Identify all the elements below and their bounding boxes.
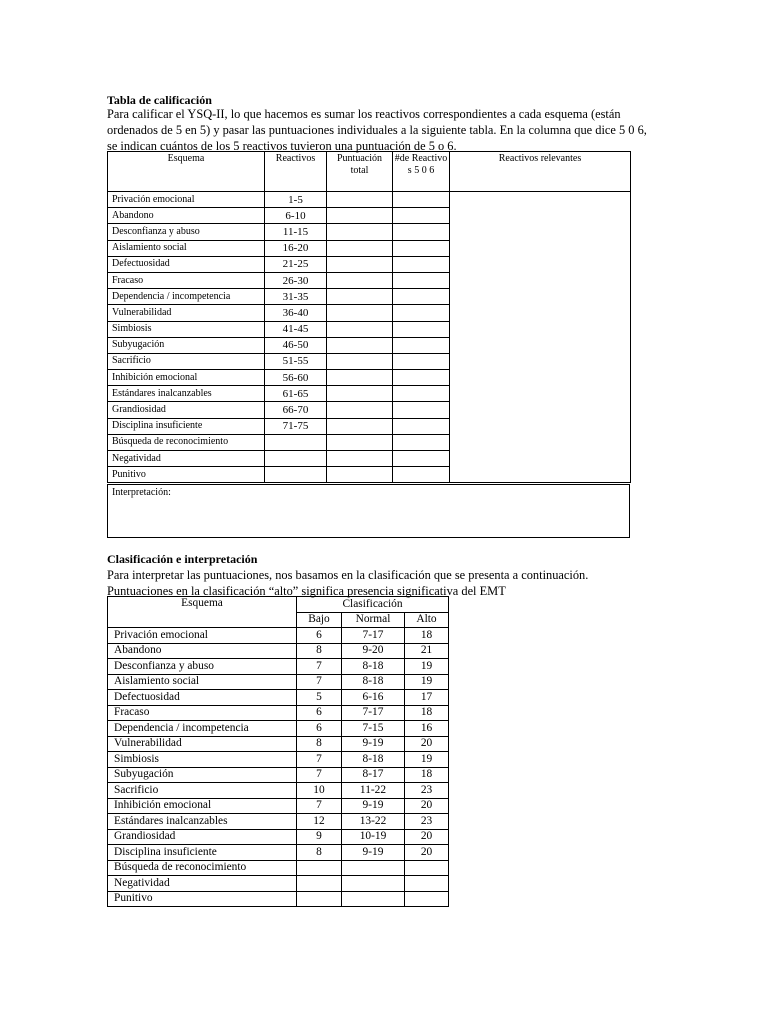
num-reactivos-input[interactable]: [393, 451, 450, 467]
classification-header-row-1: [108, 597, 449, 613]
num-reactivos-input[interactable]: [393, 289, 450, 305]
normal-cell: 9-19: [342, 736, 405, 752]
num-reactivos-input[interactable]: [393, 370, 450, 386]
esquema-cell: Dependencia / incompetencia: [108, 721, 297, 737]
esquema-cell: Vulnerabilidad: [108, 305, 265, 321]
bajo-cell: 9: [297, 829, 342, 845]
puntuacion-total-input[interactable]: [327, 337, 393, 353]
puntuacion-total-input[interactable]: [327, 386, 393, 402]
alto-cell: 16: [405, 721, 449, 737]
reactivos-cell: 11-15: [265, 224, 327, 240]
puntuacion-total-input[interactable]: [327, 305, 393, 321]
reactivos-cell: 61-65: [265, 386, 327, 402]
puntuacion-total-input[interactable]: [327, 418, 393, 434]
bajo-cell: 7: [297, 752, 342, 768]
bajo-cell: 7: [297, 674, 342, 690]
puntuacion-total-input[interactable]: [327, 321, 393, 337]
esquema-cell: Estándares inalcanzables: [108, 386, 265, 402]
alto-cell: 19: [405, 674, 449, 690]
bajo-cell: [297, 891, 342, 907]
table-row: [108, 845, 449, 861]
esquema-cell: Vulnerabilidad: [108, 736, 297, 752]
alto-cell: [405, 860, 449, 876]
num-reactivos-input[interactable]: [393, 321, 450, 337]
normal-cell: 8-18: [342, 674, 405, 690]
esquema-cell: Abandono: [108, 208, 265, 224]
puntuacion-total-input[interactable]: [327, 208, 393, 224]
esquema-cell: Búsqueda de reconocimiento: [108, 434, 265, 450]
esquema-cell: Desconfianza y abuso: [108, 224, 265, 240]
bajo-cell: 5: [297, 690, 342, 706]
reactivos-cell: 31-35: [265, 289, 327, 305]
reactivos-cell: 1-5: [265, 192, 327, 208]
esquema-cell: Aislamiento social: [108, 240, 265, 256]
esquema-cell: Fracaso: [108, 705, 297, 721]
reactivos-cell: 71-75: [265, 418, 327, 434]
reactivos-cell: 21-25: [265, 256, 327, 272]
esquema-cell: Desconfianza y abuso: [108, 659, 297, 675]
table-row: [108, 783, 449, 799]
table-row: [108, 891, 449, 907]
alto-cell: 18: [405, 705, 449, 721]
esquema-cell: Búsqueda de reconocimiento: [108, 860, 297, 876]
normal-cell: 6-16: [342, 690, 405, 706]
table-row: [108, 876, 449, 892]
table-row: [108, 736, 449, 752]
num-reactivos-input[interactable]: [393, 353, 450, 369]
esquema-cell: Privación emocional: [108, 192, 265, 208]
esquema-cell: Fracaso: [108, 272, 265, 288]
table-row: [108, 643, 449, 659]
num-reactivos-input[interactable]: [393, 192, 450, 208]
esquema-cell: Dependencia / incompetencia: [108, 289, 265, 305]
esquema-cell: Disciplina insuficiente: [108, 845, 297, 861]
normal-cell: 7-17: [342, 705, 405, 721]
puntuacion-total-input[interactable]: [327, 289, 393, 305]
esquema-cell: Estándares inalcanzables: [108, 814, 297, 830]
bajo-cell: [297, 876, 342, 892]
header-num-reactivos: #de Reactivo s 5 0 6: [393, 152, 450, 192]
section1-intro: [107, 106, 667, 154]
normal-cell: [342, 876, 405, 892]
esquema-cell: Subyugación: [108, 337, 265, 353]
table-row: [108, 674, 449, 690]
bajo-cell: [297, 860, 342, 876]
esquema-cell: Inhibición emocional: [108, 370, 265, 386]
puntuacion-total-input[interactable]: [327, 240, 393, 256]
esquema-cell: Negatividad: [108, 876, 297, 892]
normal-cell: 13-22: [342, 814, 405, 830]
puntuacion-total-input[interactable]: [327, 370, 393, 386]
esquema-cell: Disciplina insuficiente: [108, 418, 265, 434]
table-row: [108, 192, 631, 208]
reactivos-cell: 56-60: [265, 370, 327, 386]
reactivos-cell: 36-40: [265, 305, 327, 321]
alto-cell: 19: [405, 659, 449, 675]
bajo-cell: 6: [297, 721, 342, 737]
puntuacion-total-input[interactable]: [327, 256, 393, 272]
reactivos-cell: [265, 467, 327, 483]
alto-cell: 19: [405, 752, 449, 768]
alto-cell: 20: [405, 845, 449, 861]
section1-intro-line: se indican cuántos de los 5 reactivos tuvieron una puntuación de 5 o 6.: [107, 139, 457, 153]
alto-cell: 21: [405, 643, 449, 659]
bajo-cell: 8: [297, 736, 342, 752]
num-reactivos-input[interactable]: [393, 256, 450, 272]
reactivos-cell: 46-50: [265, 337, 327, 353]
interpretation-box[interactable]: [107, 484, 630, 538]
esquema-cell: Grandiosidad: [108, 402, 265, 418]
header-bajo: Bajo: [297, 612, 342, 628]
num-reactivos-input[interactable]: [393, 208, 450, 224]
normal-cell: [342, 860, 405, 876]
section1-intro-line: Para calificar el YSQ-II, lo que hacemos es sumar los reactivos correspondientes a cada esquema (están: [107, 107, 621, 121]
header-reactivos: Reactivos: [265, 152, 327, 192]
table-row: [108, 798, 449, 814]
normal-cell: 9-20: [342, 643, 405, 659]
reactivos-cell: 6-10: [265, 208, 327, 224]
alto-cell: 20: [405, 798, 449, 814]
table-row: [108, 814, 449, 830]
num-reactivos-input[interactable]: [393, 272, 450, 288]
puntuacion-total-input[interactable]: [327, 192, 393, 208]
num-reactivos-input[interactable]: [393, 434, 450, 450]
table-row: [108, 690, 449, 706]
normal-cell: 8-18: [342, 659, 405, 675]
header-clasificacion: Clasificación: [297, 597, 449, 613]
alto-cell: 20: [405, 829, 449, 845]
table-row: [108, 721, 449, 737]
num-reactivos-input[interactable]: [393, 305, 450, 321]
normal-cell: 9-19: [342, 798, 405, 814]
puntuacion-total-input[interactable]: [327, 434, 393, 450]
reactivos-cell: [265, 434, 327, 450]
esquema-cell: Privación emocional: [108, 628, 297, 644]
bajo-cell: 10: [297, 783, 342, 799]
num-reactivos-input[interactable]: [393, 386, 450, 402]
esquema-cell: Aislamiento social: [108, 674, 297, 690]
bajo-cell: 6: [297, 628, 342, 644]
bajo-cell: 12: [297, 814, 342, 830]
bajo-cell: 7: [297, 767, 342, 783]
normal-cell: 8-18: [342, 752, 405, 768]
num-reactivos-input[interactable]: [393, 418, 450, 434]
esquema-cell: Abandono: [108, 643, 297, 659]
table-row: [108, 752, 449, 768]
bajo-cell: 7: [297, 798, 342, 814]
reactivos-cell: 51-55: [265, 353, 327, 369]
section2-intro-line: Para interpretar las puntuaciones, nos basamos en la clasificación que se presenta a continuación.: [107, 568, 589, 582]
normal-cell: 9-19: [342, 845, 405, 861]
header-puntuacion-total: Puntuación total: [327, 152, 393, 192]
normal-cell: [342, 891, 405, 907]
alto-cell: 17: [405, 690, 449, 706]
puntuacion-total-input[interactable]: [327, 224, 393, 240]
esquema-cell: Simbiosis: [108, 321, 265, 337]
num-reactivos-input[interactable]: [393, 337, 450, 353]
esquema-cell: Grandiosidad: [108, 829, 297, 845]
normal-cell: 10-19: [342, 829, 405, 845]
header-reactivos-relevantes: Reactivos relevantes: [450, 152, 631, 192]
bajo-cell: 8: [297, 643, 342, 659]
section1-intro-line: ordenados de 5 en 5) y pasar las puntuaciones individuales a la siguiente tabla. En la columna que dice 5 0 6,: [107, 123, 647, 137]
scoring-table: [107, 151, 631, 483]
bajo-cell: 7: [297, 659, 342, 675]
alto-cell: [405, 876, 449, 892]
esquema-cell: Simbiosis: [108, 752, 297, 768]
reactivos-cell: 66-70: [265, 402, 327, 418]
bajo-cell: 6: [297, 705, 342, 721]
alto-cell: 18: [405, 628, 449, 644]
esquema-cell: Sacrificio: [108, 353, 265, 369]
section2-title: Clasificación e interpretación: [107, 552, 258, 566]
normal-cell: 8-17: [342, 767, 405, 783]
table-row: [108, 767, 449, 783]
esquema-cell: Defectuosidad: [108, 690, 297, 706]
normal-cell: 7-15: [342, 721, 405, 737]
puntuacion-total-input[interactable]: [327, 272, 393, 288]
esquema-cell: Negatividad: [108, 451, 265, 467]
table-row: [108, 829, 449, 845]
esquema-cell: Subyugación: [108, 767, 297, 783]
interpretation-label: Interpretación:: [112, 487, 171, 498]
esquema-cell: Sacrificio: [108, 783, 297, 799]
classification-table: [107, 596, 449, 907]
alto-cell: 18: [405, 767, 449, 783]
puntuacion-total-input[interactable]: [327, 451, 393, 467]
num-reactivos-input[interactable]: [393, 240, 450, 256]
esquema-cell: Punitivo: [108, 891, 297, 907]
alto-cell: 23: [405, 814, 449, 830]
esquema-cell: Punitivo: [108, 467, 265, 483]
alto-cell: [405, 891, 449, 907]
alto-cell: 23: [405, 783, 449, 799]
normal-cell: 7-17: [342, 628, 405, 644]
normal-cell: 11-22: [342, 783, 405, 799]
puntuacion-total-input[interactable]: [327, 402, 393, 418]
esquema-cell: Defectuosidad: [108, 256, 265, 272]
table-row: [108, 705, 449, 721]
num-reactivos-input[interactable]: [393, 224, 450, 240]
section1-title: Tabla de calificación: [107, 93, 212, 107]
reactivos-cell: 16-20: [265, 240, 327, 256]
puntuacion-total-input[interactable]: [327, 467, 393, 483]
num-reactivos-input[interactable]: [393, 467, 450, 483]
alto-cell: 20: [405, 736, 449, 752]
num-reactivos-input[interactable]: [393, 402, 450, 418]
scoring-table-header: [108, 152, 631, 192]
reactivos-relevantes-input[interactable]: [450, 192, 631, 483]
header-esquema: Esquema: [108, 152, 265, 192]
section2-intro: [107, 567, 667, 599]
header-esquema: Esquema: [108, 597, 297, 628]
bajo-cell: 8: [297, 845, 342, 861]
reactivos-cell: 26-30: [265, 272, 327, 288]
esquema-cell: Inhibición emocional: [108, 798, 297, 814]
reactivos-cell: 41-45: [265, 321, 327, 337]
table-row: [108, 628, 449, 644]
reactivos-cell: [265, 451, 327, 467]
header-alto: Alto: [405, 612, 449, 628]
section2-intro-line: Puntuaciones en la clasificación “alto” significa presencia significativa del EMT: [107, 584, 506, 598]
table-row: [108, 659, 449, 675]
puntuacion-total-input[interactable]: [327, 353, 393, 369]
table-row: [108, 860, 449, 876]
header-normal: Normal: [342, 612, 405, 628]
